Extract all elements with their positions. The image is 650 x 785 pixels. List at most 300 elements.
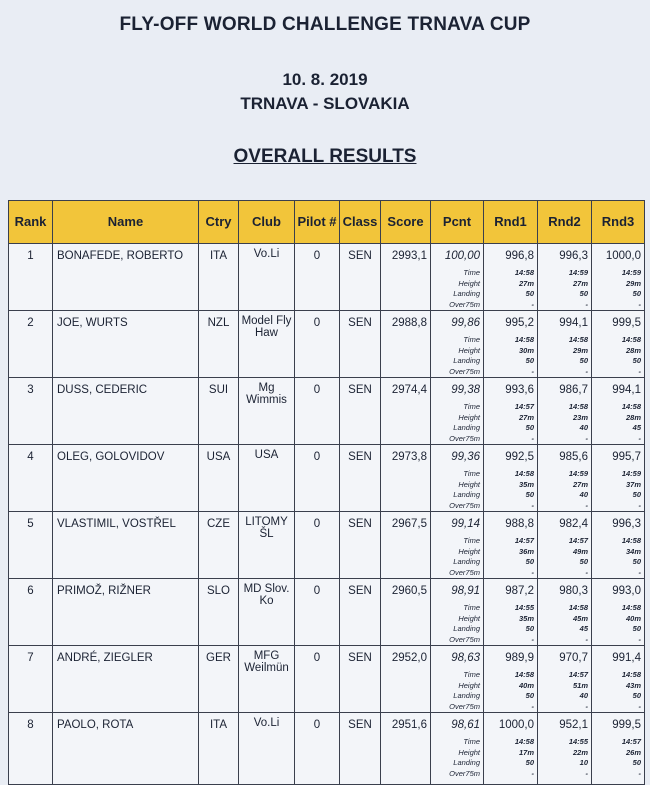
name-cell: PRIMOŽ, RIŽNER — [53, 579, 199, 646]
round-landing: 50 — [525, 758, 534, 767]
detail-label: Landing — [453, 490, 480, 499]
table-row — [9, 512, 645, 579]
round-landing: 50 — [632, 557, 641, 566]
round-landing: 50 — [632, 289, 641, 298]
detail-labels — [431, 737, 480, 779]
name-cell: JOE, WURTS — [53, 311, 199, 378]
detail-label: Height — [458, 613, 480, 623]
col-class: Class — [340, 201, 381, 244]
round-time: 14:55 — [514, 603, 534, 612]
round-over: - — [531, 299, 534, 309]
round-over: - — [531, 500, 534, 510]
round-landing: 45 — [579, 624, 588, 633]
round-cell — [538, 378, 592, 445]
round-cell — [484, 378, 538, 445]
round-time: 14:59 — [621, 268, 641, 277]
detail-label: Time — [463, 536, 480, 545]
name-cell: DUSS, CEDERIC — [53, 378, 199, 445]
pcnt-cell — [431, 244, 484, 311]
round-score: 970,7 — [559, 652, 588, 664]
round-time: 14:58 — [514, 737, 534, 746]
pilot-cell: 0 — [295, 378, 340, 445]
score-cell: 2993,1 — [381, 244, 431, 311]
pcnt-value: 98,63 — [451, 652, 480, 664]
pilot-cell: 0 — [295, 244, 340, 311]
round-landing: 50 — [525, 691, 534, 700]
round-details — [592, 469, 641, 511]
detail-label: Landing — [453, 289, 480, 298]
round-landing: 50 — [632, 758, 641, 767]
round-over: - — [638, 634, 641, 644]
round-landing: 40 — [579, 691, 588, 700]
round-details — [592, 603, 641, 645]
club-cell: LITOMY ŠL — [239, 512, 295, 579]
round-time: 14:59 — [621, 469, 641, 478]
pilot-cell: 0 — [295, 646, 340, 713]
rank-cell: 4 — [9, 445, 53, 512]
round-time: 14:57 — [621, 737, 641, 746]
round-height: 27m — [572, 479, 588, 489]
detail-label: Over75m — [449, 567, 480, 577]
name-cell: OLEG, GOLOVIDOV — [53, 445, 199, 512]
round-score: 987,2 — [505, 585, 534, 597]
detail-label: Over75m — [449, 366, 480, 376]
round-landing: 50 — [632, 691, 641, 700]
round-height: 27m — [518, 278, 534, 288]
pcnt-cell — [431, 445, 484, 512]
col-rnd3: Rnd3 — [592, 201, 645, 244]
round-over: - — [585, 433, 588, 443]
country-cell: GER — [199, 646, 239, 713]
round-cell — [538, 579, 592, 646]
round-cell — [484, 579, 538, 646]
round-height: 29m — [625, 278, 641, 288]
round-over: - — [585, 366, 588, 376]
round-score: 986,7 — [559, 384, 588, 396]
round-score: 994,1 — [612, 384, 641, 396]
results-table — [8, 200, 645, 785]
round-time: 14:58 — [621, 335, 641, 344]
col-name: Name — [53, 201, 199, 244]
round-cell — [538, 445, 592, 512]
detail-label: Landing — [453, 758, 480, 767]
table-row — [9, 579, 645, 646]
table-row — [9, 646, 645, 713]
detail-labels — [431, 603, 480, 645]
rank-cell: 1 — [9, 244, 53, 311]
round-details — [484, 469, 534, 511]
round-cell — [538, 512, 592, 579]
table-row — [9, 445, 645, 512]
round-cell — [484, 445, 538, 512]
round-cell — [592, 512, 645, 579]
round-score: 995,2 — [505, 317, 534, 329]
round-time: 14:58 — [621, 402, 641, 411]
round-height: 51m — [572, 680, 588, 690]
col-ctry: Ctry — [199, 201, 239, 244]
table-row — [9, 378, 645, 445]
round-details — [592, 402, 641, 444]
pcnt-cell — [431, 512, 484, 579]
round-cell — [592, 378, 645, 445]
round-cell — [538, 244, 592, 311]
round-time: 14:58 — [514, 670, 534, 679]
country-cell: SLO — [199, 579, 239, 646]
round-over: - — [638, 433, 641, 443]
round-score: 988,8 — [505, 518, 534, 530]
col-rank: Rank — [9, 201, 53, 244]
club-cell: Vo.Li — [239, 713, 295, 785]
pcnt-cell — [431, 646, 484, 713]
round-over: - — [531, 366, 534, 376]
round-height: 23m — [572, 412, 588, 422]
round-time: 14:57 — [514, 402, 534, 411]
class-cell: SEN — [340, 646, 381, 713]
round-time: 14:58 — [514, 335, 534, 344]
round-time: 14:58 — [621, 670, 641, 679]
class-cell: SEN — [340, 579, 381, 646]
country-cell: CZE — [199, 512, 239, 579]
name-cell: PAOLO, ROTA — [53, 713, 199, 785]
round-over: - — [531, 701, 534, 711]
round-score: 989,9 — [505, 652, 534, 664]
round-over: - — [638, 366, 641, 376]
detail-label: Height — [458, 345, 480, 355]
header-row — [9, 201, 645, 244]
detail-label: Time — [463, 737, 480, 746]
round-height: 27m — [572, 278, 588, 288]
rank-cell: 8 — [9, 713, 53, 785]
round-score: 980,3 — [559, 585, 588, 597]
round-score: 999,5 — [612, 719, 641, 731]
round-details — [484, 268, 534, 310]
round-details — [592, 536, 641, 578]
club-cell: Mg Wimmis — [239, 378, 295, 445]
club-cell: Vo.Li — [239, 244, 295, 311]
detail-label: Time — [463, 268, 480, 277]
round-over: - — [585, 701, 588, 711]
club-cell: Model Fly Haw — [239, 311, 295, 378]
round-landing: 50 — [579, 557, 588, 566]
pilot-cell: 0 — [295, 713, 340, 785]
round-cell — [484, 512, 538, 579]
pcnt-value: 98,61 — [451, 719, 480, 731]
class-cell: SEN — [340, 512, 381, 579]
round-cell — [592, 579, 645, 646]
round-landing: 50 — [632, 624, 641, 633]
round-details — [484, 737, 534, 779]
class-cell: SEN — [340, 378, 381, 445]
rank-cell: 3 — [9, 378, 53, 445]
detail-label: Over75m — [449, 701, 480, 711]
round-landing: 45 — [632, 423, 641, 432]
round-details — [592, 737, 641, 779]
club-cell: MD Slov. Ko — [239, 579, 295, 646]
table-row — [9, 713, 645, 785]
name-cell: BONAFEDE, ROBERTO — [53, 244, 199, 311]
round-details — [592, 268, 641, 310]
round-details — [538, 737, 588, 779]
round-details — [592, 670, 641, 712]
round-details — [538, 402, 588, 444]
section-title: OVERALL RESULTS — [233, 146, 417, 167]
round-over: - — [531, 433, 534, 443]
round-height: 45m — [572, 613, 588, 623]
round-score: 993,6 — [505, 384, 534, 396]
round-landing: 50 — [632, 490, 641, 499]
detail-label: Height — [458, 278, 480, 288]
score-cell: 2974,4 — [381, 378, 431, 445]
detail-label: Height — [458, 546, 480, 556]
pcnt-cell — [431, 713, 484, 785]
round-score: 996,3 — [559, 250, 588, 262]
detail-labels — [431, 469, 480, 511]
round-height: 37m — [625, 479, 641, 489]
round-cell — [592, 445, 645, 512]
round-details — [538, 469, 588, 511]
round-details — [538, 536, 588, 578]
round-landing: 50 — [525, 557, 534, 566]
detail-label: Height — [458, 479, 480, 489]
class-cell: SEN — [340, 445, 381, 512]
country-cell: ITA — [199, 713, 239, 785]
pilot-cell: 0 — [295, 445, 340, 512]
round-height: 49m — [572, 546, 588, 556]
score-cell: 2951,6 — [381, 713, 431, 785]
round-time: 14:58 — [568, 402, 588, 411]
round-details — [484, 603, 534, 645]
detail-label: Over75m — [449, 634, 480, 644]
detail-label: Landing — [453, 423, 480, 432]
round-details — [484, 335, 534, 377]
table-row — [9, 244, 645, 311]
round-over: - — [585, 500, 588, 510]
round-score: 991,4 — [612, 652, 641, 664]
round-score: 996,3 — [612, 518, 641, 530]
round-cell — [538, 713, 592, 785]
round-details — [484, 670, 534, 712]
round-landing: 50 — [525, 289, 534, 298]
round-details — [538, 603, 588, 645]
name-cell: ANDRÉ, ZIEGLER — [53, 646, 199, 713]
detail-labels — [431, 268, 480, 310]
round-score: 999,5 — [612, 317, 641, 329]
col-club: Club — [239, 201, 295, 244]
round-height: 26m — [625, 747, 641, 757]
round-time: 14:57 — [568, 536, 588, 545]
round-cell — [592, 311, 645, 378]
col-rnd1: Rnd1 — [484, 201, 538, 244]
round-time: 14:59 — [568, 268, 588, 277]
round-height: 34m — [625, 546, 641, 556]
detail-labels — [431, 335, 480, 377]
round-landing: 50 — [579, 356, 588, 365]
pcnt-value: 99,36 — [451, 451, 480, 463]
round-over: - — [585, 299, 588, 309]
table-row — [9, 311, 645, 378]
round-over: - — [585, 768, 588, 778]
class-cell: SEN — [340, 713, 381, 785]
country-cell: SUI — [199, 378, 239, 445]
round-score: 992,5 — [505, 451, 534, 463]
col-pilot: Pilot # — [295, 201, 340, 244]
round-time: 14:58 — [621, 603, 641, 612]
round-height: 27m — [518, 412, 534, 422]
round-time: 14:55 — [568, 737, 588, 746]
name-cell: VLASTIMIL, VOSTŘEL — [53, 512, 199, 579]
round-cell — [484, 244, 538, 311]
detail-label: Over75m — [449, 299, 480, 309]
round-landing: 50 — [525, 624, 534, 633]
event-date: 10. 8. 2019 — [282, 70, 368, 89]
round-time: 14:58 — [514, 268, 534, 277]
detail-labels — [431, 670, 480, 712]
round-cell — [538, 311, 592, 378]
pcnt-value: 99,38 — [451, 384, 480, 396]
round-height: 35m — [518, 479, 534, 489]
round-time: 14:58 — [568, 335, 588, 344]
detail-label: Height — [458, 747, 480, 757]
col-rnd2: Rnd2 — [538, 201, 592, 244]
pcnt-value: 99,86 — [451, 317, 480, 329]
class-cell: SEN — [340, 244, 381, 311]
score-cell: 2952,0 — [381, 646, 431, 713]
round-cell — [592, 646, 645, 713]
class-cell: SEN — [340, 311, 381, 378]
round-cell — [484, 311, 538, 378]
round-height: 28m — [625, 345, 641, 355]
event-location: TRNAVA - SLOVAKIA — [240, 94, 410, 113]
round-cell — [592, 244, 645, 311]
round-time: 14:57 — [568, 670, 588, 679]
round-height: 43m — [625, 680, 641, 690]
pcnt-cell — [431, 579, 484, 646]
round-details — [538, 268, 588, 310]
round-height: 22m — [572, 747, 588, 757]
detail-label: Height — [458, 412, 480, 422]
round-details — [484, 536, 534, 578]
event-title: FLY-OFF WORLD CHALLENGE TRNAVA CUP — [119, 14, 531, 35]
detail-label: Time — [463, 469, 480, 478]
pcnt-value: 98,91 — [451, 585, 480, 597]
pilot-cell: 0 — [295, 512, 340, 579]
col-score: Score — [381, 201, 431, 244]
detail-label: Time — [463, 603, 480, 612]
detail-label: Landing — [453, 624, 480, 633]
round-landing: 40 — [579, 490, 588, 499]
col-pcnt: Pcnt — [431, 201, 484, 244]
round-over: - — [531, 567, 534, 577]
pilot-cell: 0 — [295, 579, 340, 646]
round-score: 995,7 — [612, 451, 641, 463]
round-over: - — [638, 299, 641, 309]
round-score: 985,6 — [559, 451, 588, 463]
detail-labels — [431, 402, 480, 444]
detail-label: Landing — [453, 691, 480, 700]
round-height: 17m — [518, 747, 534, 757]
round-height: 35m — [518, 613, 534, 623]
country-cell: NZL — [199, 311, 239, 378]
round-score: 996,8 — [505, 250, 534, 262]
round-height: 40m — [518, 680, 534, 690]
score-cell: 2967,5 — [381, 512, 431, 579]
round-cell — [538, 646, 592, 713]
round-score: 952,1 — [559, 719, 588, 731]
round-landing: 50 — [525, 423, 534, 432]
round-over: - — [638, 701, 641, 711]
pcnt-cell — [431, 311, 484, 378]
pcnt-cell — [431, 378, 484, 445]
round-height: 30m — [518, 345, 534, 355]
country-cell: USA — [199, 445, 239, 512]
round-height: 36m — [518, 546, 534, 556]
round-height: 28m — [625, 412, 641, 422]
round-landing: 40 — [579, 423, 588, 432]
club-cell: MFG Weilmün — [239, 646, 295, 713]
pilot-cell: 0 — [295, 311, 340, 378]
detail-label: Time — [463, 670, 480, 679]
round-time: 14:58 — [514, 469, 534, 478]
round-landing: 10 — [579, 758, 588, 767]
round-cell — [484, 646, 538, 713]
score-cell: 2973,8 — [381, 445, 431, 512]
round-score: 1000,0 — [605, 250, 641, 262]
rank-cell: 2 — [9, 311, 53, 378]
round-time: 14:58 — [621, 536, 641, 545]
round-details — [484, 402, 534, 444]
detail-label: Over75m — [449, 433, 480, 443]
detail-label: Landing — [453, 557, 480, 566]
round-over: - — [585, 634, 588, 644]
round-details — [538, 335, 588, 377]
round-details — [538, 670, 588, 712]
country-cell: ITA — [199, 244, 239, 311]
round-details — [592, 335, 641, 377]
round-landing: 50 — [579, 289, 588, 298]
round-height: 40m — [625, 613, 641, 623]
score-cell: 2960,5 — [381, 579, 431, 646]
score-cell: 2988,8 — [381, 311, 431, 378]
round-over: - — [531, 768, 534, 778]
round-time: 14:58 — [568, 603, 588, 612]
detail-label: Over75m — [449, 768, 480, 778]
round-score: 994,1 — [559, 317, 588, 329]
rank-cell: 5 — [9, 512, 53, 579]
detail-label: Time — [463, 402, 480, 411]
detail-label: Time — [463, 335, 480, 344]
pcnt-value: 99,14 — [451, 518, 480, 530]
round-over: - — [638, 567, 641, 577]
round-landing: 50 — [525, 356, 534, 365]
detail-label: Landing — [453, 356, 480, 365]
round-cell — [592, 713, 645, 785]
round-height: 29m — [572, 345, 588, 355]
pcnt-value: 100,00 — [444, 250, 480, 262]
round-landing: 50 — [525, 490, 534, 499]
round-time: 14:59 — [568, 469, 588, 478]
round-score: 993,0 — [612, 585, 641, 597]
rank-cell: 6 — [9, 579, 53, 646]
detail-labels — [431, 536, 480, 578]
round-time: 14:57 — [514, 536, 534, 545]
round-score: 982,4 — [559, 518, 588, 530]
round-over: - — [531, 634, 534, 644]
rank-cell: 7 — [9, 646, 53, 713]
round-score: 1000,0 — [498, 719, 534, 731]
round-over: - — [585, 567, 588, 577]
round-landing: 50 — [632, 356, 641, 365]
round-over: - — [638, 768, 641, 778]
